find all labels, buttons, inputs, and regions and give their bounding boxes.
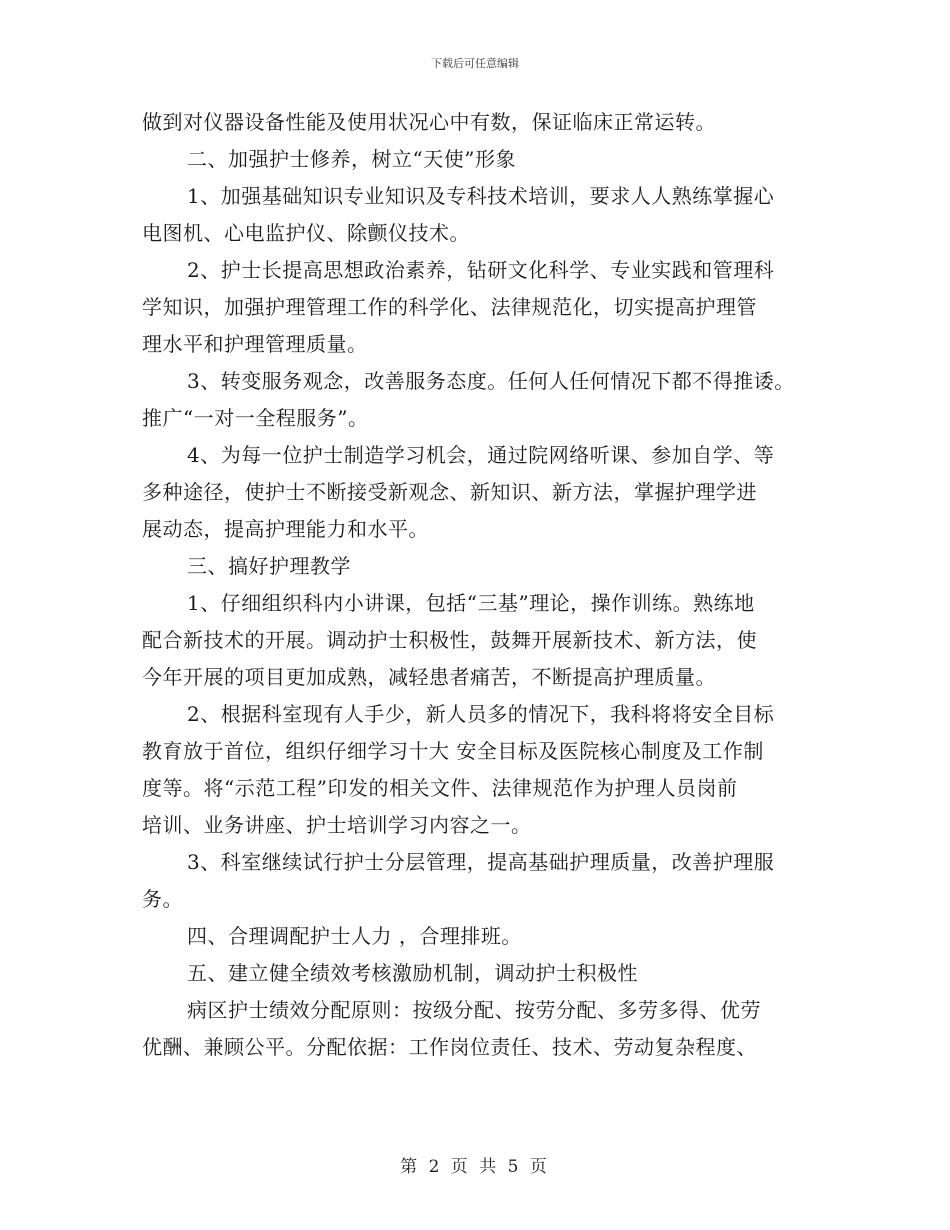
page-header-note: 下载后可任意编辑 xyxy=(431,57,519,70)
text-line: 务。 xyxy=(142,887,183,911)
text-line: 理水平和护理管理质量。 xyxy=(142,332,368,356)
text-line: 电图机、心电监护仪、除颤仪技术。 xyxy=(142,221,470,245)
text-line: 1、仔细组织科内小讲课，包括“三基”理论，操作训练。熟练地 xyxy=(187,591,755,615)
section-heading: 五、建立健全绩效考核激励机制，调动护士积极性 xyxy=(187,961,638,985)
text-line: 今年开展的项目更加成熟，减轻患者痛苦，不断提高护理质量。 xyxy=(142,665,716,689)
text-line: 3、科室继续试行护士分层管理，提高基础护理质量，改善护理服 xyxy=(187,850,775,874)
section-heading: 四、合理调配护士人力 ，合理排班。 xyxy=(187,924,522,948)
text-line: 学知识，加强护理管理工作的科学化、法律规范化，切实提高护理管 xyxy=(142,295,757,319)
text-line: 优酬、兼顾公平。分配依据：工作岗位责任、技术、劳动复杂程度、 xyxy=(142,1035,757,1059)
page-number: 第 2 页 共 5 页 xyxy=(400,1157,550,1177)
text-line: 2、根据科室现有人手少，新人员多的情况下，我科将将安全目标 xyxy=(187,702,775,726)
text-line: 推广“一对一全程服务”。 xyxy=(142,406,369,430)
text-line: 3、转变服务观念，改善服务态度。任何人任何情况下都不得推诿。 xyxy=(187,369,795,393)
text-line: 2、护士长提高思想政治素养，钻研文化科学、专业实践和管理科 xyxy=(187,258,775,282)
text-line: 病区护士绩效分配原则：按级分配、按劳分配、多劳多得、优劳 xyxy=(187,998,761,1022)
text-line: 培训、业务讲座、护士培训学习内容之一。 xyxy=(142,813,532,837)
text-line: 1、加强基础知识专业知识及专科技术培训，要求人人熟练掌握心 xyxy=(187,184,775,208)
text-line: 4、为每一位护士制造学习机会，通过院网络听课、参加自学、等 xyxy=(187,443,775,467)
text-line: 教育放于首位，组织仔细学习十大 安全目标及医院核心制度及工作制 xyxy=(142,739,764,763)
document-body xyxy=(142,104,832,1066)
section-heading: 三、搞好护理教学 xyxy=(187,554,351,578)
text-line: 度等。将“示范工程”印发的相关文件、法律规范作为护理人员岗前 xyxy=(142,776,738,800)
text-line: 配合新技术的开展。调动护士积极性，鼓舞开展新技术、新方法，使 xyxy=(142,628,757,652)
section-heading: 二、加强护士修养，树立“天使”形象 xyxy=(187,147,516,171)
text-line: 做到对仪器设备性能及使用状况心中有数，保证临床正常运转。 xyxy=(142,110,716,134)
text-line: 多种途径，使护士不断接受新观念、新知识、新方法，掌握护理学进 xyxy=(142,480,757,504)
text-line: 展动态，提高护理能力和水平。 xyxy=(142,517,429,541)
